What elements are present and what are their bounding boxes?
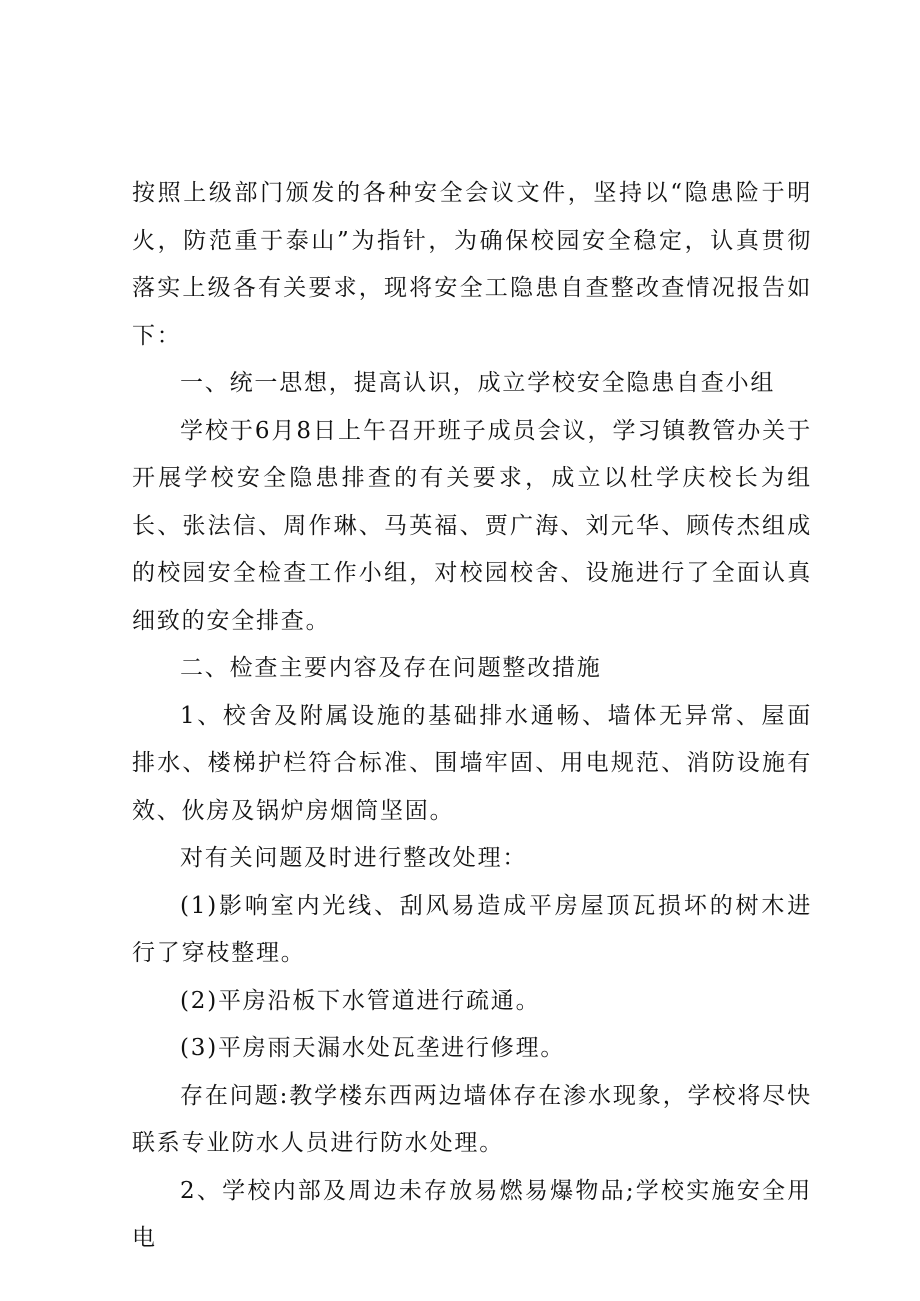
paragraph-measure-3: (3)平房雨天漏水处瓦垄进行修理。 xyxy=(180,1035,566,1061)
paragraph-meeting: 学校于6月8日上午召开班子成员会议，学习镇教管办关于开展学校安全隐患排查的有关要求，成立以杜学庆校长为组长、张法信、周作琳、马英福、贾广海、刘元华、顾传杰组成的校园安全检查工作小组，对校园校舍、设施进行了全面认真细致的安全排查。 xyxy=(132,417,812,634)
paragraph-item-1: 1、校舍及附属设施的基础排水通畅、墙体无异常、屋面排水、楼梯护栏符合标准、围墙牢固、用电规范、消防设施有效、伙房及锅炉房烟筒坚固。 xyxy=(132,702,812,824)
paragraph-item-2: 2、学校内部及周边未存放易燃易爆物品;学校实施安全用电 xyxy=(132,1177,812,1251)
section-heading-2: 二、检查主要内容及存在问题整改措施 xyxy=(180,655,602,681)
paragraph-measure-1: (1)影响室内光线、刮风易造成平房屋顶瓦损坏的树木进行了穿枝整理。 xyxy=(132,892,812,966)
section-heading-1: 一、统一思想，提高认识，成立学校安全隐患自查小组 xyxy=(180,370,776,396)
paragraph-intro: 按照上级部门颁发的各种安全会议文件，坚持以“隐患险于明火，防范重于泰山”为指针，为确保校园安全稳定，认真贯彻落实上级各有关要求，现将安全工隐患自查整改查情况报告如下： xyxy=(132,180,812,349)
paragraph-problem: 存在问题:教学楼东西两边墙体存在渗水现象，学校将尽快联系专业防水人员进行防水处理。 xyxy=(132,1082,812,1156)
document-body xyxy=(132,170,812,1263)
paragraph-measure-2: (2)平房沿板下水管道进行疏通。 xyxy=(180,987,541,1014)
paragraph-rectification: 对有关问题及时进行整改处理： xyxy=(180,845,528,871)
